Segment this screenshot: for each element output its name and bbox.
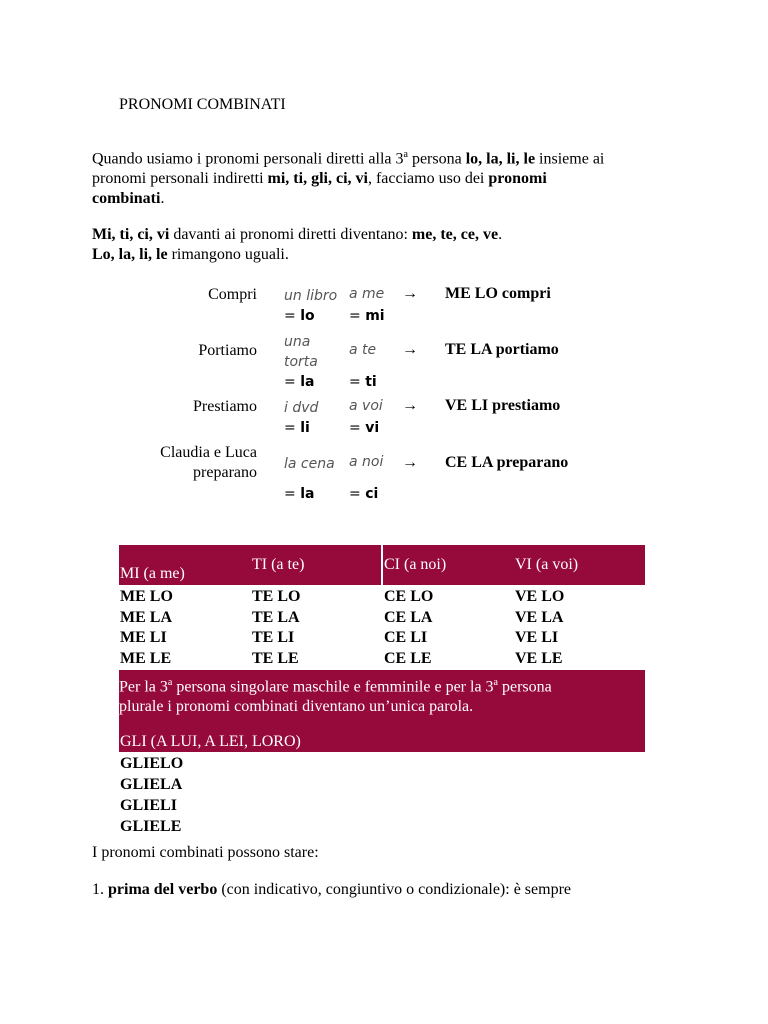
example-eq-object bbox=[284, 420, 310, 436]
table-cell: TE LO bbox=[252, 588, 301, 605]
text: insieme ai bbox=[535, 150, 605, 168]
text: persona singolare maschile e femminile e per la 3 bbox=[172, 678, 494, 696]
eq-prefix: = bbox=[349, 420, 366, 436]
eq-prefix: = bbox=[284, 486, 301, 502]
bold-text: lo, la, li, le bbox=[465, 150, 536, 168]
list-number: 1. bbox=[92, 881, 108, 898]
note-line-1 bbox=[119, 673, 639, 697]
table-header-cell: CI (a noi) bbox=[384, 556, 447, 573]
bold-text: pronomi bbox=[488, 170, 547, 188]
table-cell: TE LA bbox=[252, 609, 300, 626]
text: . bbox=[160, 190, 165, 208]
verb-line: preparano bbox=[193, 464, 257, 481]
arrow-icon: → bbox=[402, 341, 418, 358]
example-verb: Compri bbox=[208, 286, 257, 303]
text: Per la 3 bbox=[119, 678, 168, 696]
intro-paragraph bbox=[92, 145, 692, 209]
table-cell: VE LO bbox=[515, 588, 565, 605]
arrow-icon: → bbox=[402, 397, 418, 414]
table-cell: VE LE bbox=[515, 650, 563, 667]
note-line-2: plurale i pronomi combinati diventano un’unica parola. bbox=[119, 698, 474, 716]
example-object: i dvd bbox=[284, 400, 319, 416]
example-object: la cena bbox=[284, 456, 335, 472]
table-cell: VE LI bbox=[515, 629, 559, 646]
text: (con indicativo, congiuntivo o condizionale): è sempre bbox=[217, 881, 571, 898]
bold-text: prima del verbo bbox=[108, 881, 218, 898]
eq-prefix: = bbox=[349, 374, 366, 390]
eq-prefix: = bbox=[349, 486, 366, 502]
arrow-icon: → bbox=[402, 285, 418, 302]
table-cell: ME LI bbox=[120, 629, 167, 646]
text: Quando usiamo i pronomi personali diretti alla 3 bbox=[92, 150, 404, 168]
gli-row: GLIELA bbox=[120, 776, 183, 793]
bold-text: mi, ti, gli, ci, vi bbox=[267, 170, 368, 188]
outro-line-1: I pronomi combinati possono stare: bbox=[92, 844, 319, 861]
gli-header: GLI (A LUI, A LEI, LORO) bbox=[120, 733, 301, 750]
table-header-cell: MI (a me) bbox=[120, 565, 185, 582]
text: persona bbox=[407, 150, 466, 168]
eq-value: la bbox=[300, 374, 315, 390]
column-divider bbox=[381, 545, 383, 585]
eq-value: ci bbox=[365, 486, 379, 502]
rule-paragraph bbox=[92, 225, 692, 265]
table-header-cell: TI (a te) bbox=[252, 556, 305, 573]
intro-line-2 bbox=[92, 169, 692, 189]
table-cell: VE LA bbox=[515, 609, 564, 626]
example-indirect: a me bbox=[349, 286, 385, 302]
example-verb bbox=[160, 443, 257, 483]
example-result: ME LO compri bbox=[445, 285, 551, 302]
bold-text: Lo, la, li, le bbox=[92, 246, 168, 263]
example-eq-indirect bbox=[349, 308, 385, 324]
example-eq-object bbox=[284, 308, 315, 324]
bold-text: combinati bbox=[92, 190, 161, 208]
verb-line: Claudia e Luca bbox=[160, 444, 257, 461]
table-cell: ME LO bbox=[120, 588, 173, 605]
superscript: a bbox=[493, 677, 498, 688]
example-eq-indirect bbox=[349, 486, 378, 502]
example-indirect: a voi bbox=[349, 398, 383, 414]
note-text bbox=[119, 673, 639, 717]
bold-text: me, te, ce, ve bbox=[411, 226, 499, 243]
example-object: un libro bbox=[284, 288, 338, 304]
text: rimangono uguali. bbox=[167, 246, 289, 263]
table-cell: TE LE bbox=[252, 650, 299, 667]
example-eq-indirect bbox=[349, 374, 377, 390]
object-line: torta bbox=[284, 354, 318, 370]
example-indirect: a noi bbox=[349, 454, 384, 470]
example-verb: Portiamo bbox=[198, 342, 257, 359]
text: . bbox=[498, 226, 503, 243]
table-cell: CE LO bbox=[384, 588, 434, 605]
page-title: PRONOMI COMBINATI bbox=[119, 96, 286, 113]
eq-value: vi bbox=[365, 420, 380, 436]
example-result: TE LA portiamo bbox=[445, 341, 559, 358]
eq-prefix: = bbox=[284, 420, 301, 436]
bold-text: Mi, ti, ci, vi bbox=[92, 226, 170, 243]
example-indirect: a te bbox=[349, 342, 377, 358]
text: , facciamo uso dei bbox=[367, 170, 489, 188]
table-cell: ME LA bbox=[120, 609, 172, 626]
example-result: CE LA preparano bbox=[445, 454, 569, 471]
eq-prefix: = bbox=[284, 374, 301, 390]
eq-value: ti bbox=[365, 374, 377, 390]
table-header-cell: VI (a voi) bbox=[515, 556, 579, 573]
eq-prefix: = bbox=[284, 308, 301, 324]
eq-prefix: = bbox=[349, 308, 366, 324]
example-verb: Prestiamo bbox=[193, 398, 257, 415]
object-line: una bbox=[284, 334, 311, 350]
example-eq-object bbox=[284, 486, 314, 502]
text: pronomi personali indiretti bbox=[92, 170, 268, 188]
gli-row: GLIELO bbox=[120, 755, 184, 772]
gli-row: GLIELE bbox=[120, 818, 182, 835]
arrow-icon: → bbox=[402, 454, 418, 471]
superscript: a bbox=[403, 149, 408, 160]
gli-row: GLIELI bbox=[120, 797, 177, 814]
table-cell: CE LI bbox=[384, 629, 428, 646]
superscript: a bbox=[167, 677, 173, 688]
eq-value: li bbox=[300, 420, 310, 436]
table-cell: CE LA bbox=[384, 609, 433, 626]
example-result: VE LI prestiamo bbox=[445, 397, 561, 414]
eq-value: lo bbox=[300, 308, 315, 324]
text: persona bbox=[498, 678, 552, 696]
table-cell: ME LE bbox=[120, 650, 172, 667]
intro-line-1 bbox=[92, 145, 692, 169]
table-cell: CE LE bbox=[384, 650, 432, 667]
intro-line-3 bbox=[92, 189, 692, 209]
rule-line-1 bbox=[92, 225, 692, 245]
example-eq-indirect bbox=[349, 420, 379, 436]
eq-value: mi bbox=[365, 308, 385, 324]
outro-line-2 bbox=[92, 881, 571, 899]
example-object bbox=[284, 332, 318, 372]
text: davanti ai pronomi diretti diventano: bbox=[169, 226, 412, 243]
example-eq-object bbox=[284, 374, 314, 390]
eq-value: la bbox=[300, 486, 315, 502]
rule-line-2 bbox=[92, 245, 692, 265]
table-cell: TE LI bbox=[252, 629, 295, 646]
